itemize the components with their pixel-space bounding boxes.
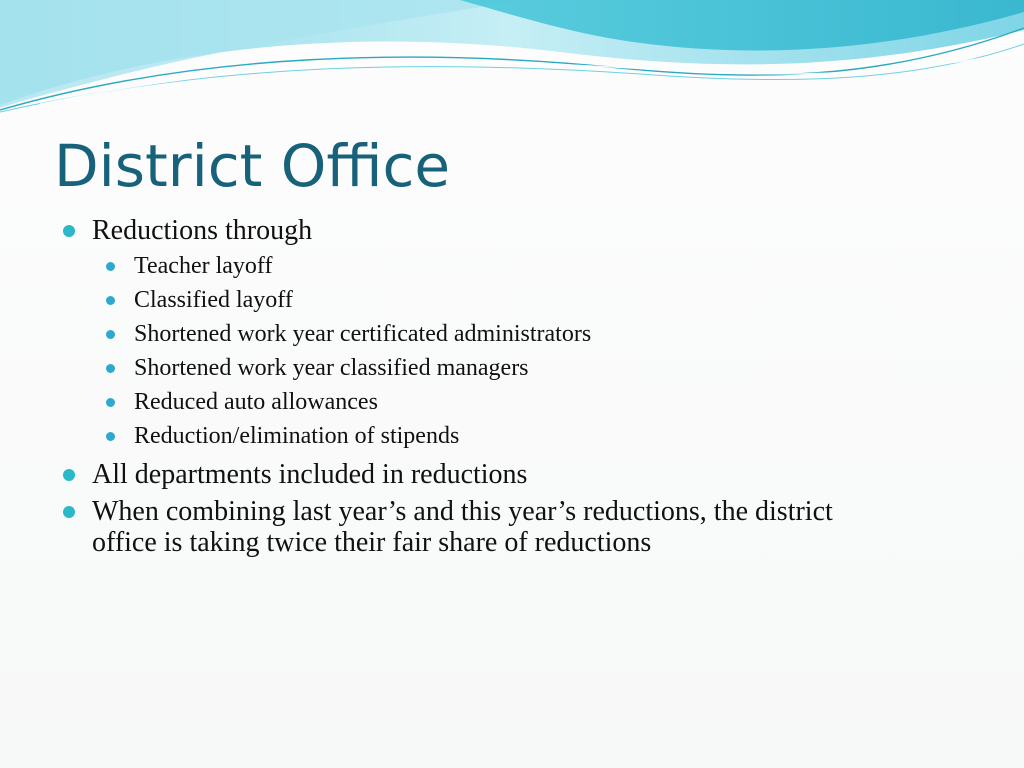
bullet-text: When combining last year’s and this year’s reductions, the district office is taking twice their fair share of reductions	[92, 496, 833, 558]
bullet-list	[0, 215, 1024, 558]
slide-body	[0, 215, 1024, 558]
sub-bullet-text: Shortened work year classified managers	[134, 355, 529, 381]
bullet-item	[0, 215, 1024, 453]
header-wave-decoration	[0, 0, 1024, 130]
sub-bullet-item	[92, 351, 904, 385]
sub-bullet-text: Shortened work year certificated administrators	[134, 321, 592, 347]
bullet-text: Reductions through	[92, 215, 313, 246]
sub-bullet-text: Teacher layoff	[134, 253, 273, 279]
sub-bullet-item	[92, 283, 904, 317]
bullet-item	[0, 496, 1024, 558]
sub-bullet-dot-icon	[106, 296, 115, 305]
sub-bullet-text: Reduced auto allowances	[134, 389, 378, 415]
bullet-dot-icon	[63, 469, 75, 481]
sub-bullet-item	[92, 249, 904, 283]
sub-bullet-dot-icon	[106, 262, 115, 271]
sub-bullet-item	[92, 419, 904, 453]
sub-bullet-item	[92, 385, 904, 419]
sub-bullet-dot-icon	[106, 330, 115, 339]
sub-bullet-dot-icon	[106, 432, 115, 441]
bullet-dot-icon	[63, 506, 75, 518]
sub-bullet-list	[92, 249, 904, 453]
sub-bullet-dot-icon	[106, 364, 115, 373]
slide-title: District Office	[54, 132, 451, 200]
bullet-text: All departments included in reductions	[92, 459, 528, 490]
sub-bullet-text: Classified layoff	[134, 287, 293, 313]
sub-bullet-text: Reduction/elimination of stipends	[134, 423, 460, 449]
sub-bullet-dot-icon	[106, 398, 115, 407]
bullet-item	[0, 459, 1024, 490]
sub-bullet-item	[92, 317, 904, 351]
bullet-dot-icon	[63, 225, 75, 237]
